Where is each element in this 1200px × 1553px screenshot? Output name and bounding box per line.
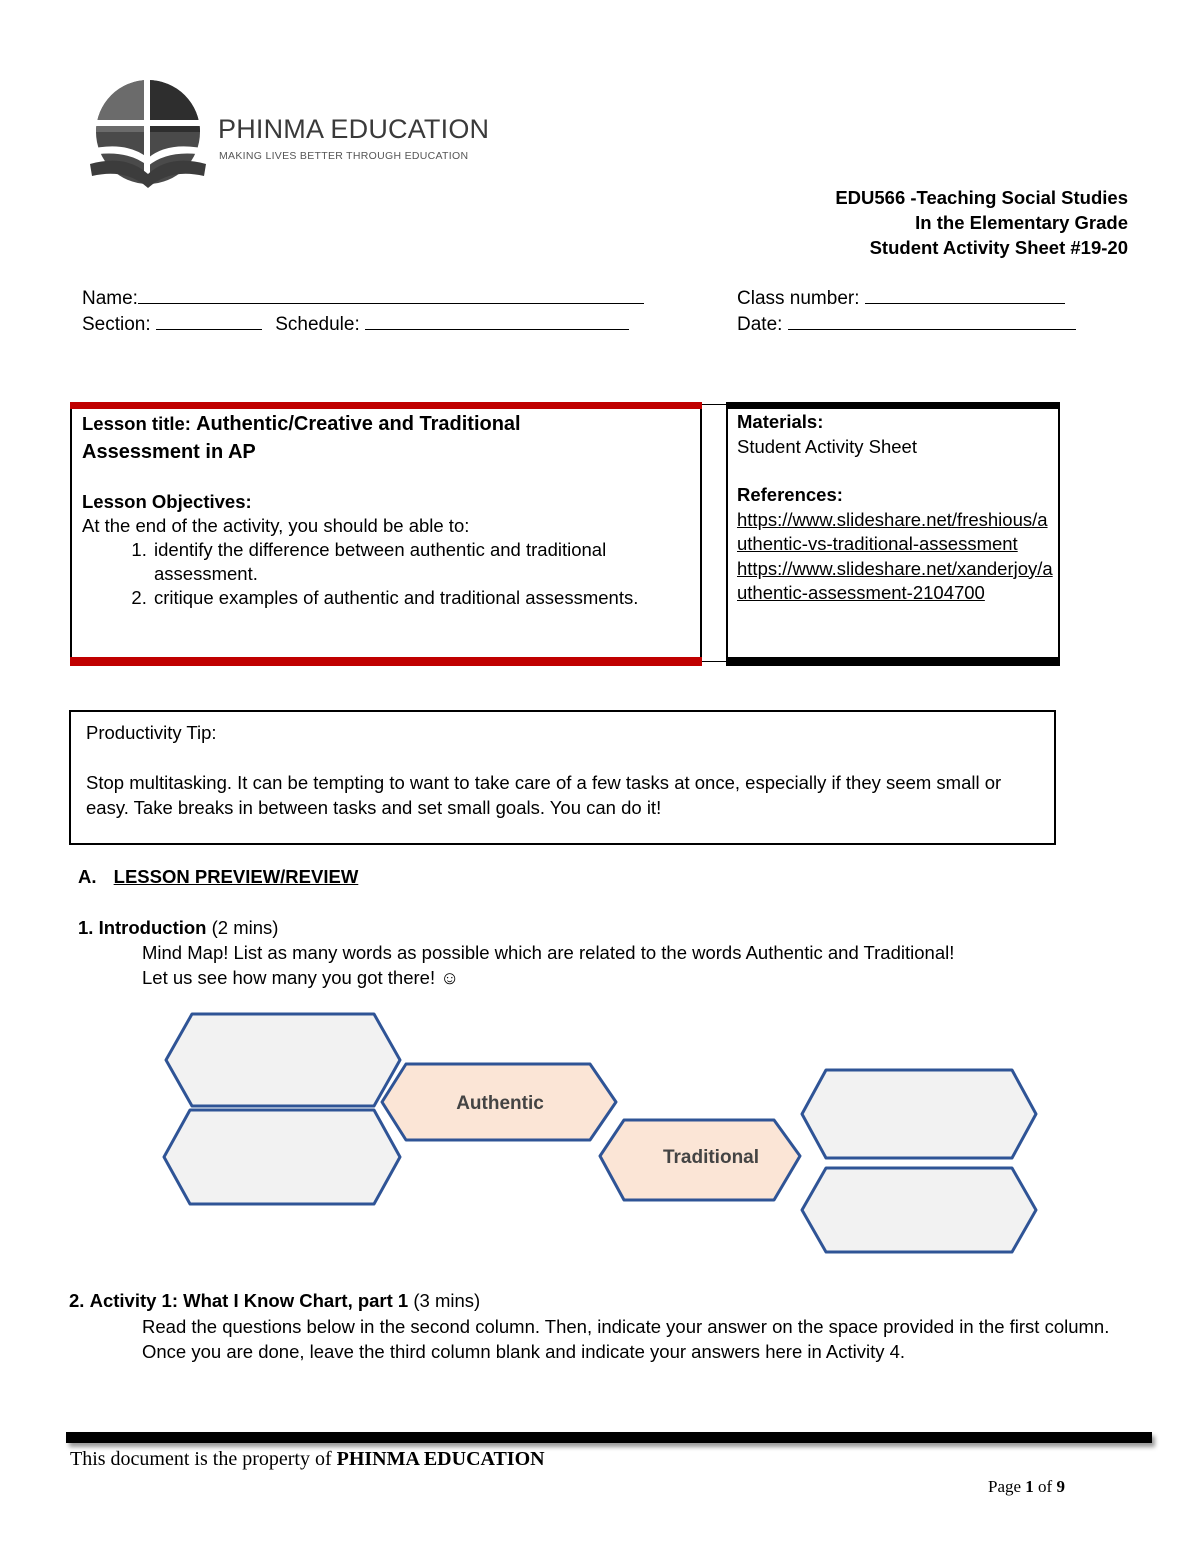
activity-1 [69,1288,1129,1365]
materials-bottom-bar [726,657,1060,666]
lesson-top-bar [70,402,702,409]
footer-owner: PHINMA EDUCATION [336,1448,545,1470]
section-a-letter: A. [78,866,97,887]
page-of: of [1038,1477,1053,1496]
introduction [78,915,954,990]
page-label: Page [988,1477,1022,1496]
footer-property [70,1448,545,1471]
intro-line-2: Let us see how many you got there! ☺ [142,967,460,988]
logo-name: PHINMA EDUCATION [218,114,490,144]
intro-number: 1. [78,917,94,938]
mind-map [160,1010,1050,1280]
mind-map-blank-3 [802,1070,1036,1158]
lesson-title-label: Lesson title: [82,413,191,434]
class-number-label: Class number: [737,288,860,309]
activity-1-heading [69,1288,1129,1314]
references-label: References: [737,484,843,505]
lesson-bottom-bar [70,657,702,666]
footer-bar [66,1432,1152,1443]
mind-map-blank-4 [802,1168,1036,1252]
section-label: Section: [82,314,151,335]
class-number-blank[interactable] [865,284,1065,304]
course-subtitle: In the Elementary Grade [915,212,1128,233]
activity-1-number: 2. [69,1290,85,1311]
reference-link-1[interactable]: https://www.slideshare.net/freshious/authentic-vs-traditional-assessment [737,508,1048,554]
materials-top-bar [726,402,1060,409]
name-field[interactable] [82,284,644,310]
schedule-blank[interactable] [365,310,629,330]
name-label: Name: [82,288,138,309]
section-schedule-row [82,310,629,336]
intro-heading [78,915,954,940]
section-a-title: LESSON PREVIEW/REVIEW [113,866,359,887]
lesson-title-part1: Authentic/Creative and Traditional [196,413,521,435]
materials-content [737,410,1055,606]
intro-time: (2 mins) [211,917,279,938]
date-field[interactable] [737,310,1076,336]
schedule-label: Schedule: [275,314,360,335]
activity-1-time: (3 mins) [413,1290,481,1311]
class-number-field[interactable] [737,284,1065,310]
intro-line-1: Mind Map! List as many words as possible which are related to the words Authentic and Traditional! [142,942,955,963]
objectives-label: Lesson Objectives: [82,491,252,512]
sheet-number: Student Activity Sheet #19-20 [869,237,1128,258]
objectives-list [82,538,692,610]
mind-map-blank-2 [164,1110,400,1204]
activity-1-text: Read the questions below in the second column. Then, indicate your answer on the space provided in the first column. Once you are done, leave the third column blank and indicate your answers here in Activity 4. [142,1315,1110,1362]
lesson-title-part2: Assessment in AP [82,441,256,463]
lesson-content [82,410,692,610]
tip-label: Productivity Tip: [86,722,217,743]
mind-map-blank-1 [166,1014,400,1106]
materials-label: Materials: [737,411,824,432]
page-current: 1 [1025,1477,1034,1496]
lesson-title [82,410,692,466]
date-label: Date: [737,314,783,335]
section-blank[interactable] [156,310,262,330]
materials-value: Student Activity Sheet [737,435,917,457]
name-blank[interactable] [138,284,644,304]
course-title: EDU566 -Teaching Social Studies [835,187,1128,208]
section-a-heading [78,866,358,888]
reference-link-2[interactable]: https://www.slideshare.net/xanderjoy/authentic-assessment-2104700 [737,557,1053,603]
objectives-intro: At the end of the activity, you should be able to: [82,515,470,536]
logo-tagline: MAKING LIVES BETTER THROUGH EDUCATION [219,150,469,162]
page-number [988,1477,1065,1497]
footer-prefix: This document is the property of [70,1448,332,1470]
objective-item: 2. critique examples of authentic and traditional assessments. [152,586,692,610]
activity-1-title: Activity 1: What I Know Chart, part 1 [89,1290,409,1311]
mind-map-label-traditional: Traditional [662,1147,760,1168]
mind-map-label-authentic: Authentic [456,1093,544,1114]
course-header [835,185,1128,260]
intro-title: Introduction [98,917,207,938]
productivity-tip [86,720,1046,820]
page-total: 9 [1056,1477,1065,1496]
objective-item: 1. identify the difference between authentic and traditional assessment. [152,538,692,586]
tip-text: Stop multitasking. It can be tempting to want to take care of a few tasks at once, especially if they seem small or easy. Take breaks in between tasks and set small goals. You can do it! [86,772,1002,818]
globe-book-icon [86,80,210,188]
box-gap-divider [702,404,726,662]
date-blank[interactable] [788,310,1076,330]
